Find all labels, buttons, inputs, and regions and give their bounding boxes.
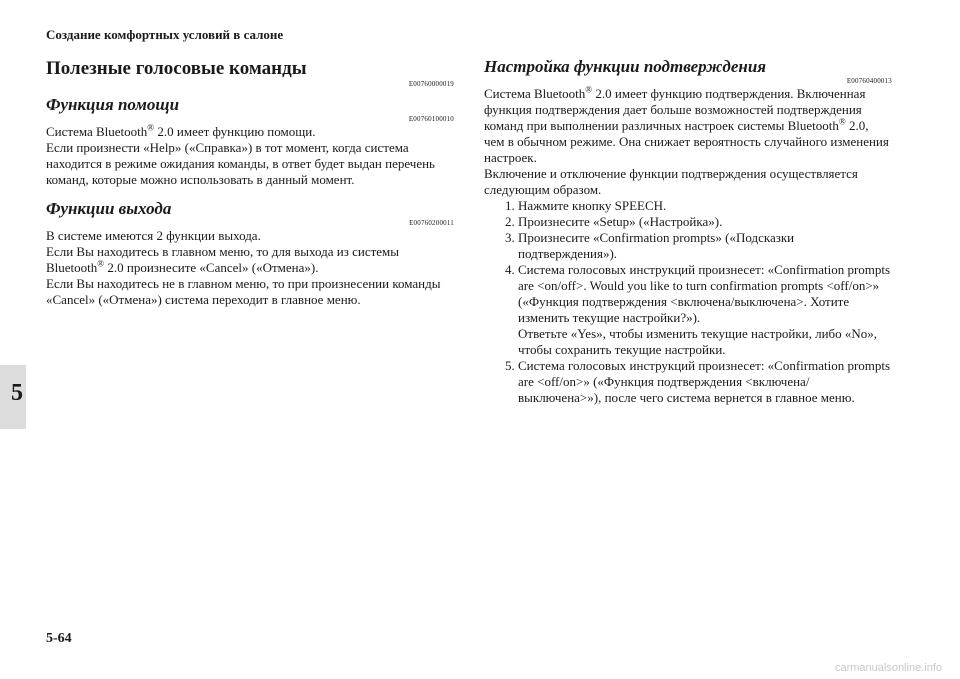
exit-line3: Если Вы находитесь не в главном меню, то при произнесении команды «Cancel» («Отмена») система переходит в главное меню. bbox=[46, 276, 441, 307]
exit-line2: Если Вы находитесь в главном меню, то для выхода из системы Bluetooth® 2.0 произнесите «Cancel» («Отмена»). bbox=[46, 244, 399, 275]
confirm-para2: Включение и отключение функции подтверждения осуществляется следующим образом. bbox=[484, 166, 858, 197]
watermark: carmanualsonline.info bbox=[834, 662, 942, 674]
confirm-para1: Система Bluetooth® 2.0 имеет функцию подтверждения. Включенная функция подтверждения дает больше возможностей подтверждения команд при выполнении различных настроек системы Bluetooth® 2.0, чем в обычном режиме. Она снижает вероятность случайного изменения настроек. bbox=[484, 84, 889, 165]
exit-line1: В системе имеются 2 функции выхода. bbox=[46, 228, 261, 243]
exit-code: E00760200011 bbox=[409, 219, 454, 227]
right-column bbox=[484, 52, 892, 406]
help-body: Если произнести «Help» («Справка») в тот момент, когда система находится в режиме ожидания команды, в ответ будет выдан перечень команд, которые можно использовать в данный момент. bbox=[46, 140, 435, 187]
section-heading: Полезные голосовые команды bbox=[46, 58, 307, 79]
help-line1: Система Bluetooth® 2.0 имеет функцию помощи. bbox=[46, 122, 316, 139]
confirm-title: Настройка функции подтверждения bbox=[484, 57, 767, 76]
left-column bbox=[46, 52, 454, 308]
list-item: 2. Произнесите «Setup» («Настройка»). bbox=[518, 214, 892, 230]
step4-answer: Ответьте «Yes», чтобы изменить текущие настройки, либо «No», чтобы сохранить текущие настройки. bbox=[518, 326, 878, 357]
help-code: E00760100010 bbox=[408, 115, 454, 123]
list-item: 3. Произнесите «Confirmation prompts» («Подсказки подтверждения»). bbox=[518, 230, 892, 262]
confirm-code: E00760400013 bbox=[846, 77, 892, 85]
exit-title: Функции выхода bbox=[46, 199, 172, 218]
help-title: Функция помощи bbox=[46, 95, 180, 114]
running-head: Создание комфортных условий в салоне bbox=[46, 27, 284, 42]
section-code: E00760000019 bbox=[408, 80, 454, 88]
steps-list bbox=[484, 198, 892, 406]
list-item: 1. Нажмите кнопку SPEECH. bbox=[518, 198, 892, 214]
page-number: 5-64 bbox=[46, 631, 72, 646]
chapter-number: 5 bbox=[11, 380, 23, 406]
list-item: 4. Система голосовых инструкций произнесет: «Confirmation prompts are <on/off>. Would you like to turn confirmation prompts <off/on>» («Функция подтверждения <включена/выключена>. Хотите изменить текущие настройки?»). Ответьте «Yes», чтобы изменить текущие настройки, либо «No», чтобы сохранить текущие настройки. bbox=[518, 262, 892, 358]
list-item: 5. Система голосовых инструкций произнесет: «Confirmation prompts are <off/on>» («Функция подтверждения <включена/выключена>»), после чего система вернется в главное меню. bbox=[518, 358, 892, 406]
